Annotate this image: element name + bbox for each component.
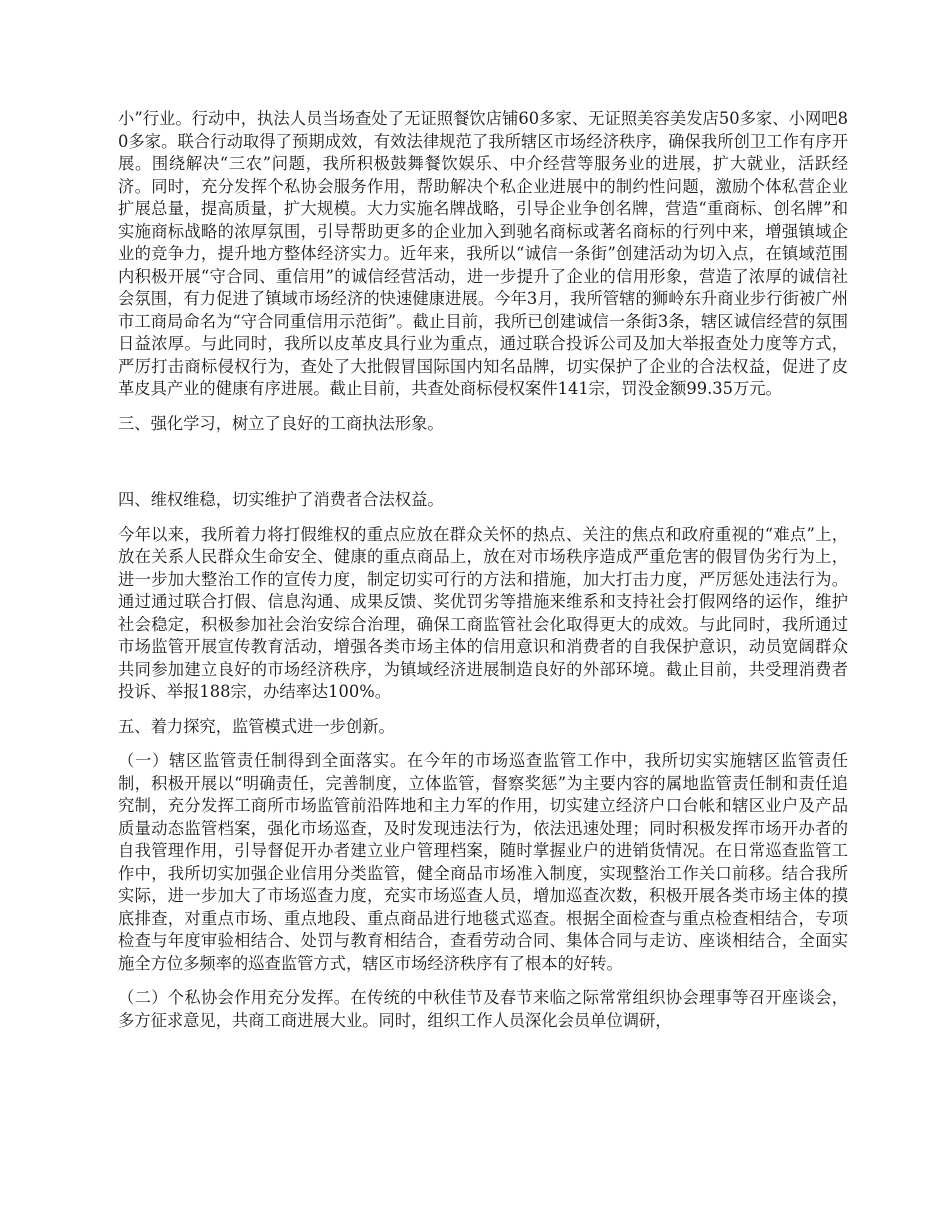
document-body: [118, 108, 848, 1044]
section-gap: [118, 447, 848, 489]
paragraph-consumer-rights: 今年以来，我所着力将打假维权的重点应放在群众关怀的热点、关注的焦点和政府重视的“难点”上，放在关系人民群众生命安全、健康的重点商品上，放在对市场秩序造成严重危害的假冒伪劣行为上，进一步加大整治工作的宣传力度，制定切实可行的方法和措施，加大打击力度，严厉惩处违法行为。通过通过联合打假、信息沟通、成果反馈、奖优罚劣等措施来维系和支持社会打假网络的运作，维护社会稳定，积极参加社会治安综合治理，确保工商监管社会化取得更大的成效。与此同时，我所通过市场监管开展宣传教育活动，增强各类市场主体的信用意识和消费者的自我保护意识，动员宽阔群众共同参加建立良好的市场经济秩序，为镇域经济进展制造良好的外部环境。截止目前，共受理消费者投诉、举报188宗，办结率达100%。: [118, 524, 848, 701]
section-heading-3: 三、强化学习，树立了良好的工商执法形象。: [118, 413, 444, 433]
section-heading-4: 四、维权维稳，切实维护了消费者合法权益。: [118, 490, 444, 509]
paragraph-association-role: （二）个私协会作用充分发挥。在传统的中秋佳节及春节来临之际常常组织协会理事等召开座谈会，多方征求意见，共商工商进展大业。同时，组织工作人员深化会员单位调研，: [118, 988, 848, 1030]
paragraph-business-development: 小”行业。行动中，执法人员当场查处了无证照餐饮店铺60多家、无证照美容美发店50多家、小网吧80多家。联合行动取得了预期成效，有效法律规范了我所辖区市场经济秩序，确保我所创卫工作有序开展。围绕解决“三农”问题，我所积极鼓舞餐饮娱乐、中介经营等服务业的进展，扩大就业，活跃经济。同时，充分发挥个私协会服务作用，帮助解决个私企业进展中的制约性问题，激励个体私营企业扩展总量，提高质量，扩大规模。大力实施名牌战略，引导企业争创名牌，营造“重商标、创名牌”和实施商标战略的浓厚氛围，引导帮助更多的企业加入到驰名商标或著名商标的行列中来，增强镇域企业的竞争力，提升地方整体经济实力。近年来，我所以“诚信一条街”创建活动为切入点，在镇域范围内积极开展“守合同、重信用”的诚信经营活动，进一步提升了企业的信用形象，营造了浓厚的诚信社会氛围，有力促进了镇域市场经济的快速健康进展。今年3月，我所管辖的狮岭东升商业步行街被广州市工商局命名为“守合同重信用示范街”。截止目前，我所已创建诚信一条街3条，辖区诚信经营的氛围日益浓厚。与此同时，我所以皮革皮具行业为重点，通过联合投诉公司及加大举报查处力度等方式，严厉打击商标侵权行为，查处了大批假冒国际国内知名品牌，切实保护了企业的合法权益，促进了皮革皮具产业的健康有序进展。截止目前，共查处商标侵权案件141宗，罚没金额99.35万元。: [118, 109, 848, 398]
section-heading-5: 五、着力探究，监管模式进一步创新。: [118, 716, 395, 736]
paragraph-supervision-responsibility: （一）辖区监管责任制得到全面落实。在今年的市场巡查监管工作中，我所切实实施辖区监管责任制，积极开展以“明确责任，完善制度，立体监管，督察奖惩”为主要内容的属地监管责任制和责任追究制，充分发挥工商所市场监管前沿阵地和主力军的作用，切实建立经济户口台帐和辖区业户及产品质量动态监管档案，强化市场巡查，及时发现违法行为，依法迅速处理；同时积极发挥市场开办者的自我管理作用，引导督促开办者建立业户管理档案，随时掌握业户的进销货情况。在日常巡查监管工作中，我所切实加强企业信用分类监管，健全商品市场准入制度，实现整治工作关口前移。结合我所实际，进一步加大了市场巡查力度，充实市场巡查人员，增加巡查次数，积极开展各类市场主体的摸底排查，对重点市场、重点地段、重点商品进行地毯式巡查。根据全面检查与重点检查相结合，专项检查与年度审验相结合、处罚与教育相结合，查看劳动合同、集体合同与走访、座谈相结合，全面实施全方位多频率的巡查监管方式，辖区市场经济秩序有了根本的好转。: [118, 751, 848, 973]
